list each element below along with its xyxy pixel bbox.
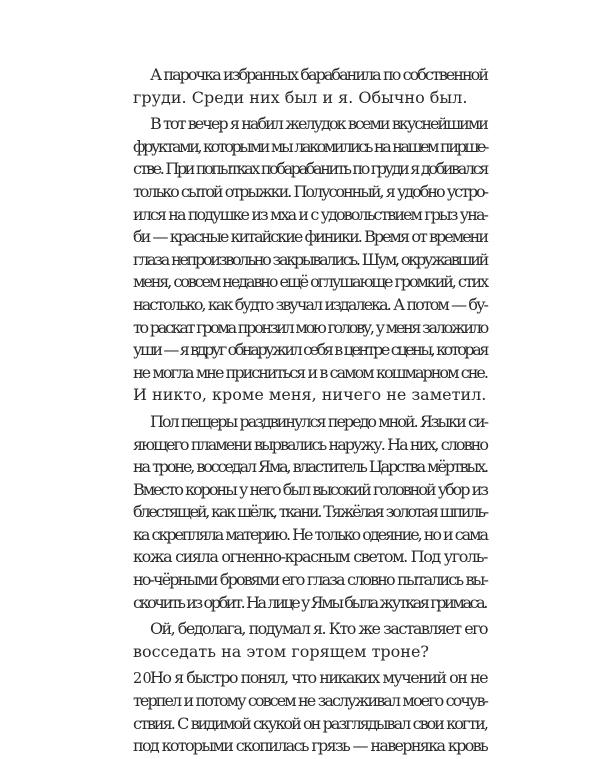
text-line: терпел и потому совсем не заслуживал моего сочув- xyxy=(133,691,487,711)
paragraph xyxy=(133,668,487,758)
text-line: фруктами, которыми мы лакомились на нашем пирше- xyxy=(133,136,487,156)
text-line: Пол пещеры раздвинулся передо мной. Языки си- xyxy=(150,411,487,431)
paragraph xyxy=(133,65,487,110)
text-line: стве. При попытках побарабанить по груди я добивался xyxy=(133,159,487,179)
text-line: ился на подушке из мха и с удовольствием грыз уна- xyxy=(133,204,487,224)
text-line: уши — я вдруг обнаружил себя в центре сцены, которая xyxy=(133,340,487,360)
text-line: настолько, как будто звучал издалека. А потом — бу- xyxy=(133,294,487,314)
text-line: В тот вечер я набил желудок всеми вкуснейшими xyxy=(150,114,487,134)
text-line: Ой, бедолага, подумал я. Кто же заставляет его xyxy=(150,619,487,639)
text-line: только сытой отрыжки. Полусонный, я удобно устро- xyxy=(133,181,487,201)
text-line: не могла мне присниться и в самом кошмарном сне. xyxy=(133,362,487,382)
text-line: А парочка избранных барабанила по собственной xyxy=(150,65,487,84)
paragraph xyxy=(133,412,487,615)
text-line: груди. Среди них был и я. Обычно был. xyxy=(133,87,468,107)
page-number: 20 xyxy=(133,671,153,687)
text-line: на троне, восседал Яма, властитель Царства мёртвых. xyxy=(133,457,487,477)
text-line: блестящей, как шёлк, ткани. Тяжёлая золотая шпиль- xyxy=(133,502,487,522)
text-line: под которыми скопилась грязь — наверняка кровь xyxy=(133,736,487,756)
text-line: Но я быстро понял, что никаких мучений он не xyxy=(150,668,487,688)
text-body xyxy=(133,65,487,759)
text-line: ствия. С видимой скукой он разглядывал свои когти, xyxy=(133,713,487,733)
text-line: скочить из орбит. На лице у Ямы была жуткая гримаса. xyxy=(133,592,486,612)
text-line: Вместо короны у него был высокий головной убор из xyxy=(133,479,487,499)
text-line: глаза непроизвольно закрывались. Шум, окружавший xyxy=(133,249,487,269)
text-line: то раскат грома пронзил мою голову, у меня заложило xyxy=(133,317,487,337)
text-line: меня, совсем недавно ещё оглушающе громкий, стих xyxy=(133,272,487,292)
text-line: би — красные китайские финики. Время от времени xyxy=(133,227,487,247)
text-line: кожа сияла огненно-красным светом. Под уголь- xyxy=(133,547,487,567)
text-line: восседать на этом горящем троне? xyxy=(133,641,429,661)
text-line: ка скрепляла материю. Не только одеяние, но и сама xyxy=(133,524,487,544)
paragraph xyxy=(133,619,487,664)
paragraph xyxy=(133,114,487,408)
text-line: но-чёрными бровями его глаза словно пытались вы- xyxy=(133,570,487,590)
text-line: И никто, кроме меня, ничего не заметил. xyxy=(133,385,487,405)
text-line: яющего пламени вырвались наружу. На них, словно xyxy=(133,434,487,454)
